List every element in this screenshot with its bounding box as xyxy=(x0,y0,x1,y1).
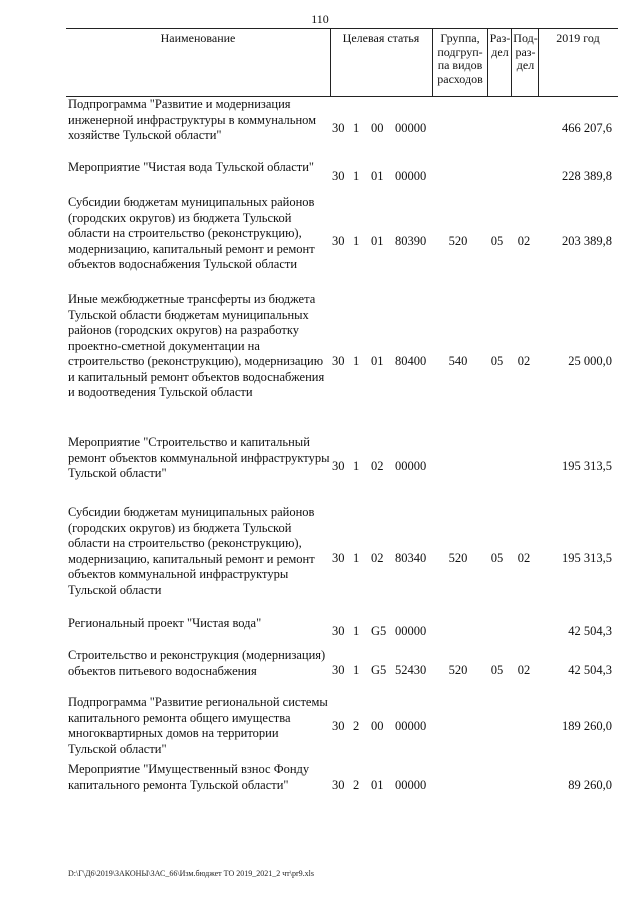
row-amount: 42 504,3 xyxy=(568,663,612,677)
row-c1: 30 xyxy=(332,234,345,248)
row-c2: 2 xyxy=(353,778,360,792)
row-c1: 30 xyxy=(332,551,345,565)
row-c2: 1 xyxy=(353,663,360,677)
row-section: 05 xyxy=(490,354,504,368)
row-name: Мероприятие "Имущественный взнос Фонду капитального ремонта Тульской области" xyxy=(68,762,310,792)
row-name: Подпрограмма "Развитие региональной системы капитального ремонта общего имущества многоквартирных домов на территории Тульской области" xyxy=(68,695,328,756)
row-c2: 2 xyxy=(353,719,360,733)
row-name: Подпрограмма "Развитие и модернизация инженерной инфраструктуры в коммунальном хозяйстве Тульской области" xyxy=(68,97,317,142)
row-c3: 01 xyxy=(371,169,384,183)
row-group: 540 xyxy=(448,354,468,368)
row-subsection: 02 xyxy=(517,354,531,368)
row-amount: 203 389,8 xyxy=(562,234,612,248)
row-c2: 1 xyxy=(353,459,360,473)
row-amount: 89 260,0 xyxy=(568,778,612,792)
row-c1: 30 xyxy=(332,354,345,368)
row-subsection: 02 xyxy=(517,234,531,248)
row-c4: 00000 xyxy=(395,169,427,183)
row-group: 520 xyxy=(448,234,468,248)
row-c3: G5 xyxy=(371,663,387,677)
header-section: Раз-дел xyxy=(489,31,511,59)
header-target: Целевая статья xyxy=(342,31,420,45)
row-c1: 30 xyxy=(332,459,345,473)
page-number: 110 xyxy=(311,12,329,26)
row-group: 520 xyxy=(448,551,468,565)
row-c1: 30 xyxy=(332,719,345,733)
row-group: 520 xyxy=(448,663,468,677)
row-c2: 1 xyxy=(353,624,360,638)
row-c3: 01 xyxy=(371,778,384,792)
row-name: Строительство и реконструкция (модернизация) объектов питьевого водоснабжения xyxy=(68,648,326,678)
row-name: Мероприятие "Строительство и капитальный ремонт объектов коммунальной инфраструктуры Тульской области" xyxy=(68,435,330,480)
row-section: 05 xyxy=(490,551,504,565)
row-c4: 52430 xyxy=(395,663,427,677)
row-c1: 30 xyxy=(332,624,345,638)
file-path-footer: D:\Г\Д6\2019\ЗАКОНЫ\ЗАС_66\Изм.бюджет ТО 2019_2021_2 чт\pr9.xls xyxy=(68,869,314,878)
row-section: 05 xyxy=(490,234,504,248)
row-c4: 80340 xyxy=(395,551,427,565)
row-c3: 02 xyxy=(371,551,384,565)
row-name: Иные межбюджетные трансферты из бюджета Тульской области бюджетам муниципальных районов (городских округов) на разработку проектно-сметной документации на строительство (реконструкцию), модернизацию и капитальный ремонт объектов водоснабжения и водоотведения Тульской области xyxy=(68,292,325,399)
row-c4: 00000 xyxy=(395,624,427,638)
row-amount: 466 207,6 xyxy=(562,121,612,135)
header-divider xyxy=(511,29,512,96)
row-c2: 1 xyxy=(353,234,360,248)
table-header xyxy=(66,28,618,97)
row-c3: 02 xyxy=(371,459,384,473)
row-amount: 189 260,0 xyxy=(562,719,612,733)
row-c2: 1 xyxy=(353,169,360,183)
row-subsection: 02 xyxy=(517,663,531,677)
row-name: Региональный проект "Чистая вода" xyxy=(68,616,262,630)
header-divider xyxy=(487,29,488,96)
row-c2: 1 xyxy=(353,551,360,565)
row-c4: 00000 xyxy=(395,121,427,135)
row-c3: 01 xyxy=(371,234,384,248)
header-year: 2019 год xyxy=(556,31,600,45)
row-c1: 30 xyxy=(332,663,345,677)
row-c4: 00000 xyxy=(395,459,427,473)
row-amount: 195 313,5 xyxy=(562,459,612,473)
row-name: Субсидии бюджетам муниципальных районов (городских округов) из бюджета Тульской области на строительство (реконструкцию), модернизацию, капитальный ремонт и ремонт объектов коммунальной инфраструктуры Тульской области xyxy=(68,505,315,597)
row-c1: 30 xyxy=(332,169,345,183)
row-c3: 00 xyxy=(371,719,384,733)
row-name: Мероприятие "Чистая вода Тульской области" xyxy=(68,160,315,174)
row-c3: G5 xyxy=(371,624,387,638)
header-subsection: Под-раз-дел xyxy=(513,31,538,72)
row-c4: 80400 xyxy=(395,354,427,368)
row-c1: 30 xyxy=(332,778,345,792)
row-c3: 01 xyxy=(371,354,384,368)
row-c2: 1 xyxy=(353,354,360,368)
row-amount: 228 389,8 xyxy=(562,169,612,183)
row-section: 05 xyxy=(490,663,504,677)
row-name: Субсидии бюджетам муниципальных районов (городских округов) из бюджета Тульской области на строительство (реконструкцию), модернизацию, капитальный ремонт и ремонт объектов водоснабжения Тульской области xyxy=(68,195,315,271)
header-name: Наименование xyxy=(160,31,236,45)
row-c2: 1 xyxy=(353,121,360,135)
row-amount: 195 313,5 xyxy=(562,551,612,565)
header-divider xyxy=(432,29,433,96)
row-c4: 80390 xyxy=(395,234,427,248)
row-c3: 00 xyxy=(371,121,384,135)
row-c4: 00000 xyxy=(395,719,427,733)
row-c1: 30 xyxy=(332,121,345,135)
row-amount: 42 504,3 xyxy=(568,624,612,638)
row-subsection: 02 xyxy=(517,551,531,565)
row-c4: 00000 xyxy=(395,778,427,792)
header-group: Группа, подгруп-па видов расходов xyxy=(437,31,483,86)
row-amount: 25 000,0 xyxy=(568,354,612,368)
